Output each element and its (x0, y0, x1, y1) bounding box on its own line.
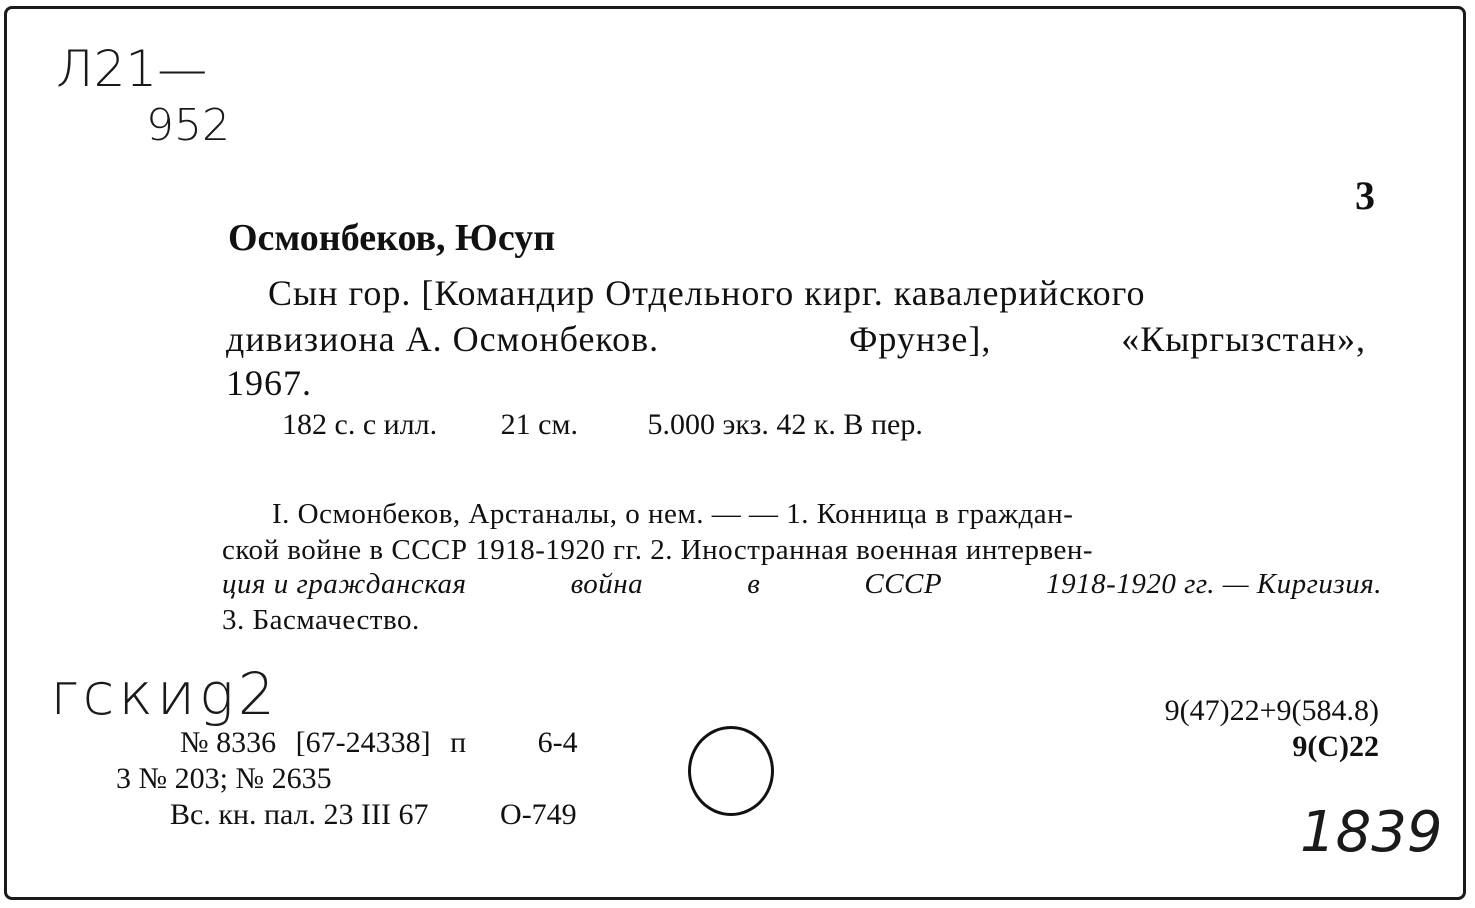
inventory-number: 1839 (1300, 800, 1443, 865)
classification-code-2: 9(С)22 (1292, 730, 1379, 763)
classification-code-1: 9(47)22+9(584.8) (1164, 694, 1379, 727)
subjects-line-2: ской войне в СССР 1918-1920 гг. 2. Иностранная военная интервен- (222, 534, 1094, 566)
subjects-line-4: 3. Басмачество. (222, 604, 420, 636)
chamber-code: О-749 (500, 798, 577, 831)
title-line-2-part-1: дивизиона А. Осмонбеков. (226, 319, 660, 359)
card-number: 3 (1355, 173, 1375, 218)
subjects-line-3-part-5: 1918-1920 гг. — Киргизия. (1046, 568, 1382, 600)
chamber-line (170, 798, 577, 832)
subjects-line-3-part-3: в (747, 568, 761, 600)
order-flag: п (450, 726, 467, 759)
subjects-line-3-part-2: война (570, 568, 644, 600)
title-line-2-part-2: Фрунзе], (848, 319, 992, 359)
registry-line: 3 № 203; № 2635 (116, 762, 332, 795)
pages-illustrations: 182 с. с илл. (282, 408, 438, 441)
order-code: 6-4 (537, 726, 578, 759)
title-line-3: 1967. (226, 363, 312, 403)
order-number: № 8336 (180, 726, 277, 759)
order-line (180, 726, 578, 760)
shelf-mark-top: Л21— (56, 40, 208, 98)
control-number: [67-24338] (295, 726, 431, 759)
author-heading: Осмонбеков, Юсуп (228, 217, 556, 259)
subjects-line-3-part-1: ция и гражданская (222, 568, 467, 600)
physical-description (282, 408, 923, 442)
title-line-2 (226, 318, 1366, 360)
title-line-1: Сын гор. [Командир Отдельного кирг. кавалерийского (268, 273, 1146, 313)
handwritten-code: гскиg2 (50, 660, 279, 728)
subjects-line-3 (222, 568, 1382, 601)
stamp-circle (688, 726, 774, 816)
chamber-date: Вс. кн. пал. 23 III 67 (170, 798, 429, 831)
subjects-line-1: I. Осмонбеков, Арстаналы, о нем. — — 1. Конница в граждан- (272, 498, 1074, 530)
title-line-2-part-3: «Кыргызстан», (1121, 319, 1366, 359)
size: 21 см. (500, 408, 578, 441)
print-run-price: 5.000 экз. 42 к. В пер. (647, 408, 923, 441)
shelf-mark-bottom: 952 (146, 100, 230, 151)
subjects-line-3-part-4: СССР (864, 568, 943, 600)
